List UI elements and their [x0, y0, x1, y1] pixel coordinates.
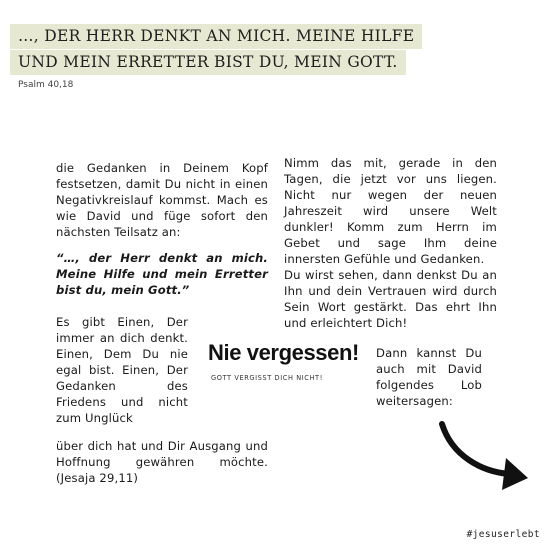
left-paragraph-2: Es gibt Einen, Der immer an dich denkt. Einen, Dem Du nie egal bist. Einen, Der Gedanken des Friedens und nicht zum Unglück	[56, 315, 188, 425]
hashtag: #jesuserlebt	[466, 529, 540, 540]
right-paragraph-3: Dann kannst Du auch mit David folgendes Lob weitersagen:	[376, 346, 482, 408]
center-subtitle: GOTT VERGISST DICH NICHT!	[211, 374, 323, 382]
header-line-2: UND MEIN ERRETTER BIST DU, MEIN GOTT.	[10, 50, 406, 75]
left-paragraph-1: die Gedanken in Deinem Kopf festsetzen, damit Du nicht in einen Negativkreislauf kommst. Mach es wie David und füge sofort den nächsten Teilsatz an:	[56, 161, 268, 239]
psalm-quote: “…, der Herr denkt an mich. Meine Hilfe und mein Erretter bist du, mein Gott.”	[56, 251, 268, 297]
bible-reference: Psalm 40,18	[18, 80, 74, 90]
right-paragraph-2: Du wirst sehen, dann denkst Du an Ihn und dein Vertrauen wird durch Sein Wort gestärkt. Das ehrt Ihn und erleichtert Dich!	[284, 268, 497, 330]
center-title: Nie vergessen!	[208, 340, 359, 365]
left-paragraph-3: über dich hat und Dir Ausgang und Hoffnung gewähren möchte. (Jesaja 29,11)	[56, 439, 268, 485]
right-paragraph-1: Nimm das mit, gerade in den Tagen, die jetzt vor uns liegen. Nicht nur wegen der neuen Jahreszeit wird unsere Welt dunkler! Komm zum Herrn im Gebet und sage Ihm deine innersten Gefühle und Gedanken.	[284, 156, 497, 266]
header-line-1: …, DER HERR DENKT AN MICH. MEINE HILFE	[10, 24, 422, 49]
curved-arrow-icon	[430, 410, 530, 500]
